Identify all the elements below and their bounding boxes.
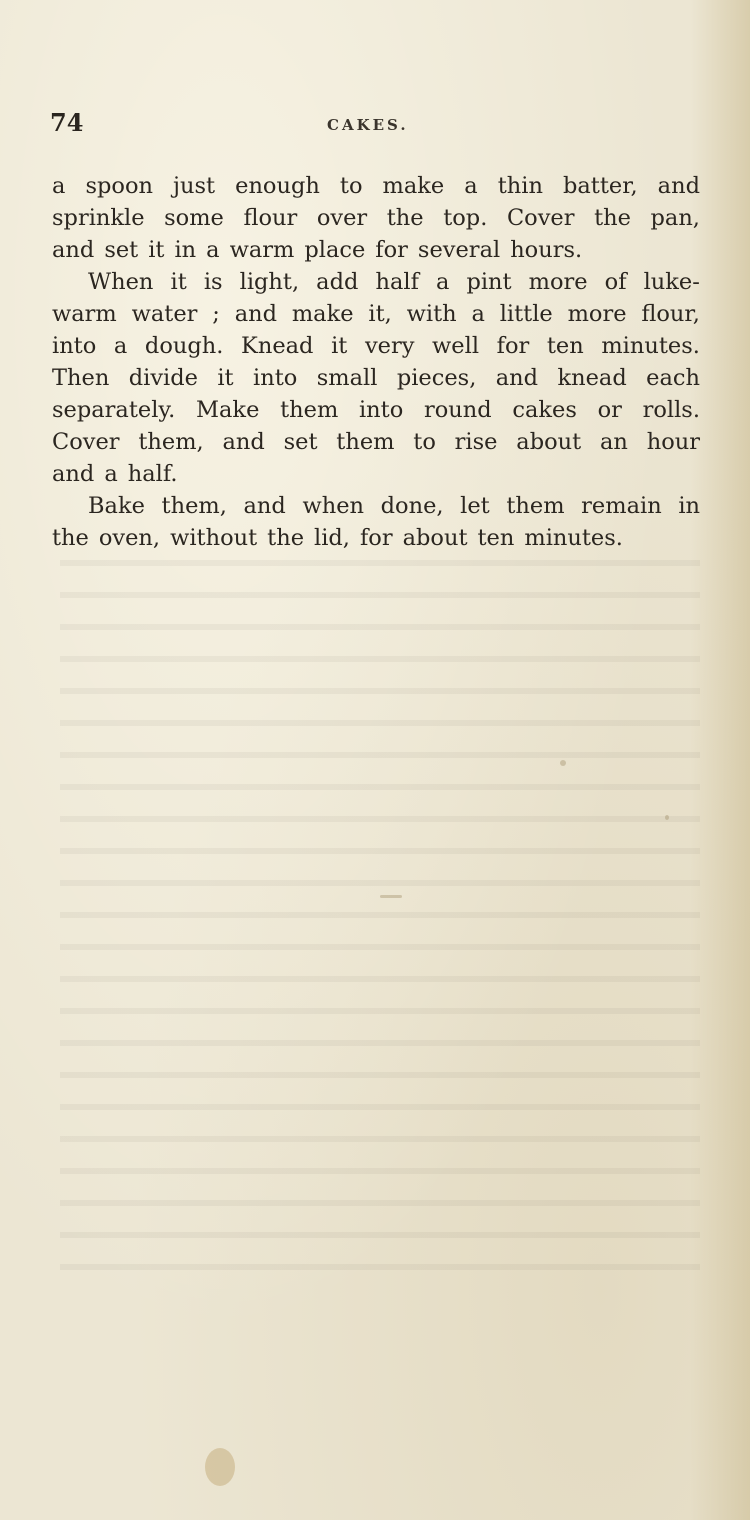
paper-fleck	[560, 760, 566, 766]
text-line: Cover them, and set them to rise about an hour	[52, 429, 700, 455]
paragraph	[52, 490, 700, 554]
text-line: When it is light, add half a pint more of luke-	[88, 269, 700, 295]
text-line: and set it in a warm place for several hours.	[52, 237, 583, 263]
text-line: the oven, without the lid, for about ten minutes.	[52, 525, 623, 551]
text-line: sprinkle some flour over the top. Cover the pan,	[52, 205, 700, 231]
paragraph	[52, 170, 700, 266]
show-through-texture	[60, 560, 700, 1280]
paragraph	[52, 266, 700, 490]
paper-fleck	[205, 1448, 235, 1486]
page-number: 74	[50, 108, 84, 137]
running-head: CAKES.	[327, 116, 409, 134]
text-line: Then divide it into small pieces, and knead each	[52, 365, 700, 391]
text-line: warm water ; and make it, with a little more flour,	[52, 301, 700, 327]
body-text	[52, 170, 700, 554]
text-line: separately. Make them into round cakes or rolls.	[52, 397, 700, 423]
text-line: into a dough. Knead it very well for ten minutes.	[52, 333, 700, 359]
page-header	[50, 108, 700, 142]
paper-fleck	[380, 895, 402, 898]
text-line: a spoon just enough to make a thin batter, and	[52, 173, 700, 199]
text-line: Bake them, and when done, let them remain in	[88, 493, 700, 519]
paper-fleck	[665, 815, 669, 820]
text-line: and a half.	[52, 461, 178, 487]
